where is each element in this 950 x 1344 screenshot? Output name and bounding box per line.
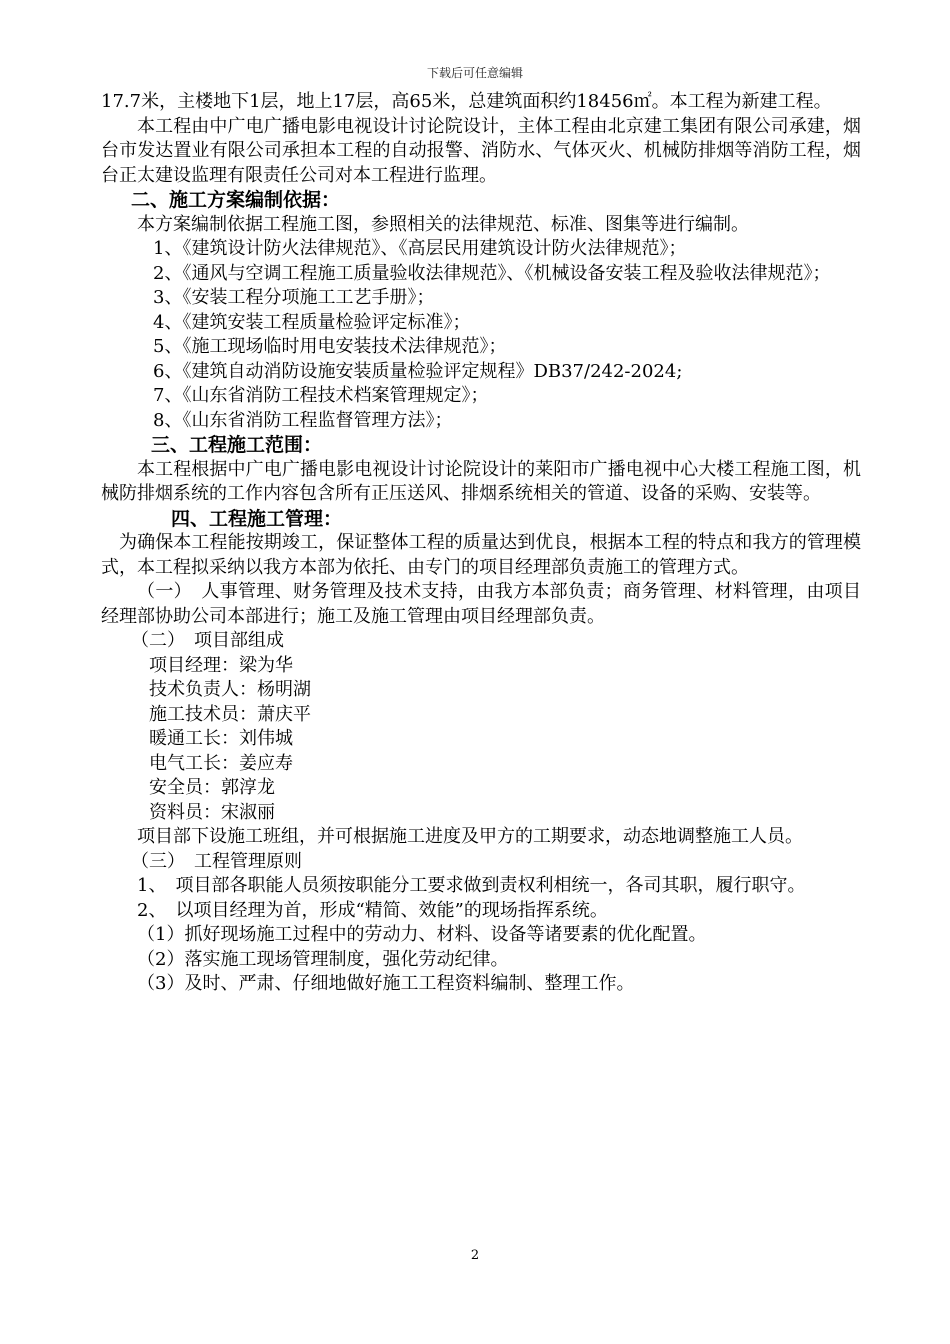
- section-2-heading: 二、施工方案编制依据：: [131, 189, 341, 211]
- staff-entry: 电气工长：姜应寿: [149, 752, 293, 774]
- staff-entry: 暖通工长：刘伟城: [149, 728, 293, 749]
- section-3-text: 本工程根据中广电广播电影电视设计讨论院设计的莱阳市广播电视中心大楼工程施工图，机械防排烟系统的工作内容包含所有正压送风、排烟系统相关的管道、设备的采购、安装等。: [101, 458, 861, 504]
- header-note: 下载后可任意编辑: [426, 66, 523, 80]
- management-part-2-title: （二） 项目部组成: [131, 630, 284, 651]
- staff-entry: 施工技术员：萧庆平: [149, 703, 311, 725]
- section-4-heading: 四、工程施工管理：: [171, 507, 343, 530]
- basis-item: 7、《山东省消防工程技术档案管理规定》；: [153, 385, 489, 406]
- page-number: 2: [470, 1248, 480, 1263]
- section-4-intro: 为确保本工程能按期竣工，保证整体工程的质量达到优良，根据本工程的特点和我方的管理模式，本工程拟采纳以我方本部为依托、由专门的项目经理部负责施工的管理方式。: [101, 532, 861, 578]
- basis-item: 8、《山东省消防工程监督管理方法》；: [153, 409, 453, 431]
- basis-item: 2、《通风与空调工程施工质量验收法律规范》、《机械设备安装工程及验收法律规范》；: [153, 262, 831, 284]
- staff-note: 项目部下设施工班组，并可根据施工进度及甲方的工期要求，动态地调整施工人员。: [137, 826, 803, 847]
- principle-2: 2、 以项目经理为首，形成“精简、效能”的现场指挥系统。: [137, 899, 608, 921]
- principle-sub-item: （1）抓好现场施工过程中的劳动力、材料、设备等诸要素的优化配置。: [137, 924, 707, 945]
- section-3-heading: 三、工程施工范围：: [151, 434, 323, 456]
- principle-1: 1、 项目部各职能人员须按职能分工要求做到责权利相统一，各司其职，履行职守。: [137, 875, 806, 896]
- basis-item: 1、《建筑设计防火法律规范》、《高层民用建筑设计防火法律规范》；: [153, 238, 687, 259]
- basis-item: 4、《建筑安装工程质量检验评定标准》；: [153, 311, 471, 333]
- document-body: [101, 90, 861, 997]
- principle-sub-item: （2）落实施工现场管理制度，强化劳动纪律。: [137, 948, 509, 970]
- staff-entry: 安全员：郭淳龙: [149, 777, 275, 798]
- basis-item: 6、《建筑自动消防设施安装质量检验评定规程》DB37/242-2024;: [153, 360, 683, 382]
- basis-item: 3、《安装工程分项施工工艺手册》；: [153, 287, 435, 308]
- intro-paragraph-2: 本工程由中广电广播电影电视设计讨论院设计，主体工程由北京建工集团有限公司承建，烟台市发达置业有限公司承担本工程的自动报警、消防水、气体灭火、机械防排烟等消防工程，烟台正太建设监理有限责任公司对本工程进行监理。: [101, 115, 861, 186]
- principle-sub-item: （3）及时、严肃、仔细地做好施工工程资料编制、整理工作。: [137, 973, 635, 994]
- management-part-3-title: （三） 工程管理原则: [131, 850, 302, 872]
- management-part-1: （一） 人事管理、财务管理及技术支持，由我方本部负责；商务管理、材料管理，由项目经理部协助公司本部进行；施工及施工管理由项目经理部负责。: [101, 581, 861, 627]
- section-2-intro: 本方案编制依据工程施工图，参照相关的法律规范、标准、图集等进行编制。: [137, 213, 749, 235]
- intro-paragraph-1: 17.7米，主楼地下1层，地上17层，高65米，总建筑面积约18456㎡。本工程为新建工程。: [101, 91, 832, 112]
- basis-item: 5、《施工现场临时用电安装技术法律规范》；: [153, 336, 507, 357]
- staff-entry: 技术负责人：杨明湖: [149, 679, 311, 700]
- staff-entry: 项目经理：梁为华: [149, 654, 293, 676]
- staff-entry: 资料员：宋淑丽: [149, 801, 275, 823]
